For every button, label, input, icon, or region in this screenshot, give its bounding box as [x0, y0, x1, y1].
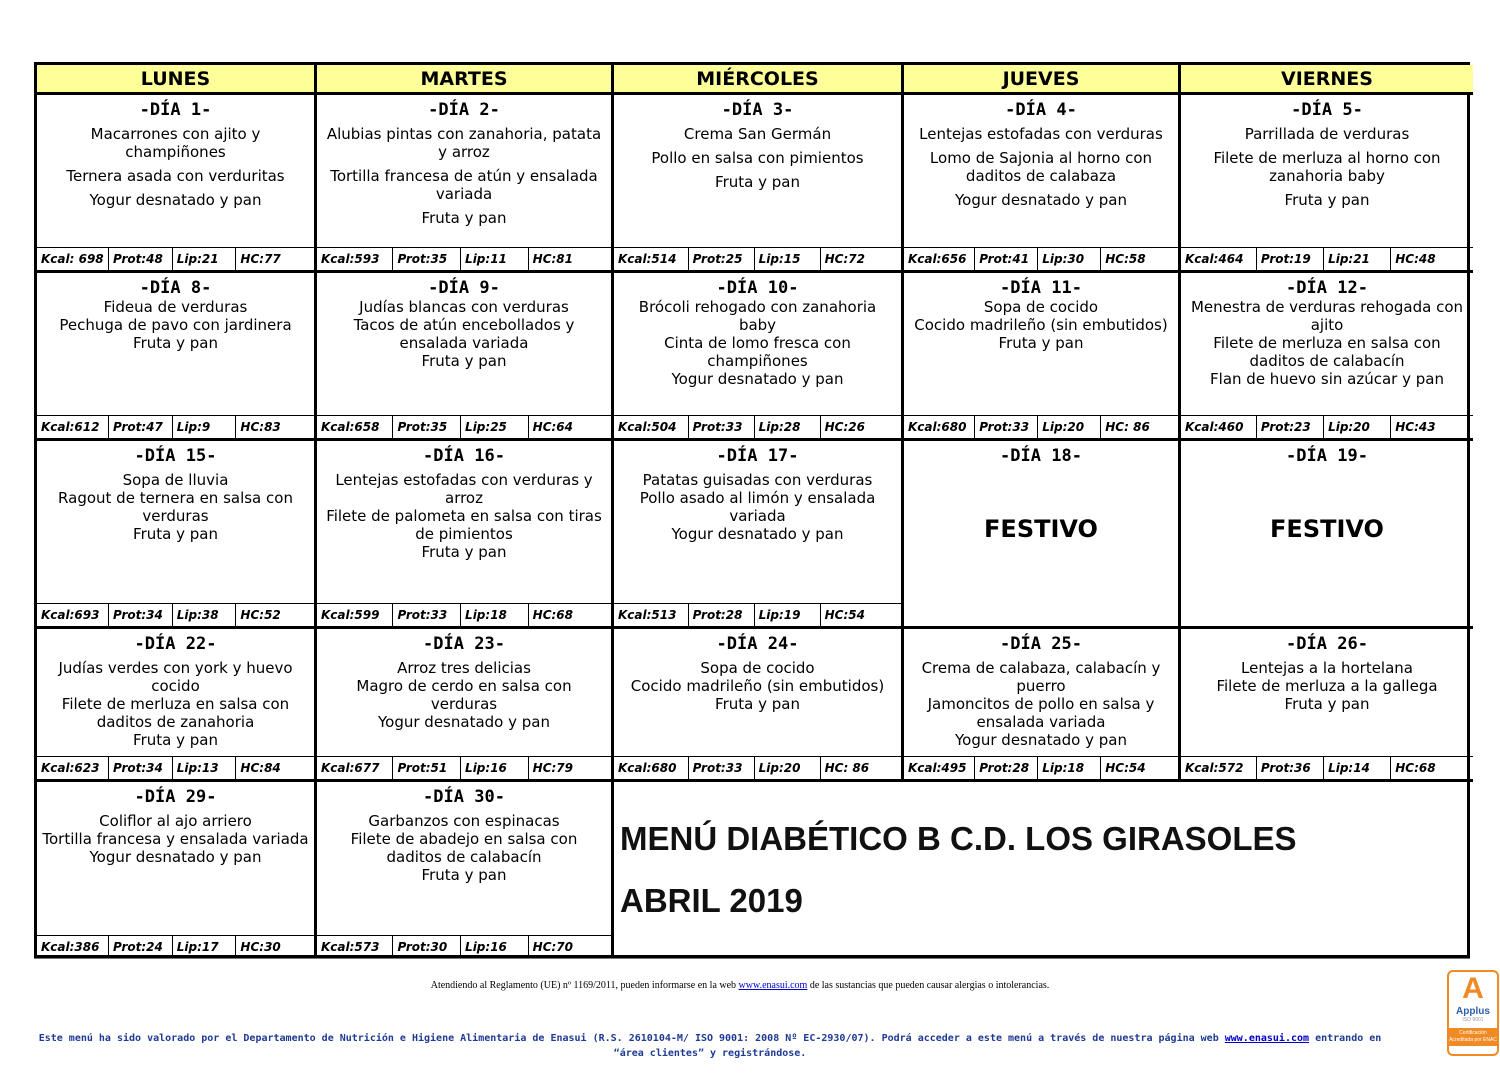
- day-title: -DÍA 24-: [716, 634, 799, 654]
- nutrition-prot: Prot:30: [393, 936, 461, 958]
- nutrition-prot: Prot:35: [393, 416, 461, 438]
- dish: Fruta y pan: [421, 866, 507, 884]
- nutrition-row: [1181, 415, 1473, 438]
- day-cell: [614, 95, 904, 273]
- day-cell-body: [904, 441, 1178, 471]
- nutrition-lip: Lip:21: [173, 248, 237, 270]
- festivo-label: FESTIVO: [1270, 514, 1384, 543]
- nutrition-hc: HC:26: [824, 420, 865, 434]
- nutrition-lip: Lip:20: [755, 757, 821, 779]
- footer-text: Este menú ha sido valorado por el Departamento de Nutrición e Higiene Alimentaria de Enasui (R.S. 2610104-M/ ISO 9001: 2008 Nº EC-2930/07). Podrá acceder a este menú a través de nuestra página web: [38, 1033, 1225, 1044]
- nutrition-prot: Prot:28: [975, 757, 1038, 779]
- nutrition-lip: Lip:28: [755, 416, 821, 438]
- nutrition-kcal: Kcal:513: [614, 604, 689, 626]
- nutrition-prot: Prot:23: [1257, 416, 1324, 438]
- dish: Cocido madrileño (sin embutidos): [630, 677, 885, 695]
- nutrition-row: [614, 415, 901, 438]
- nutrition-hc: HC:84: [240, 761, 281, 775]
- day-cell-body: [37, 273, 314, 415]
- day-cell-body: [37, 441, 314, 603]
- day-cell-body: [614, 629, 901, 756]
- dish: Menestra de verduras rehogada con ajito: [1190, 298, 1464, 334]
- nutrition-kcal: Kcal:680: [904, 416, 975, 438]
- allergen-notice-text: Atendiendo al Reglamento (UE) nº 1169/2011, pueden informarse en la web: [430, 980, 739, 991]
- dish: Sopa de cocido: [983, 298, 1099, 316]
- nutrition-prot: Prot:34: [109, 604, 173, 626]
- dish: Fruta y pan: [421, 543, 507, 561]
- badge-brand: Applus: [1456, 1006, 1490, 1017]
- dish: Crema San Germán: [683, 125, 832, 143]
- day-cell: [1181, 441, 1473, 629]
- day-cell-body: [1181, 629, 1473, 756]
- dish: Ragout de ternera en salsa con verduras: [58, 489, 293, 525]
- dish: Fruta y pan: [133, 334, 218, 352]
- day-cell-body: [614, 95, 901, 247]
- day-cell: [317, 441, 614, 629]
- day-title: -DÍA 15-: [134, 446, 217, 466]
- day-cell: [317, 95, 614, 273]
- nutrition-prot: Prot:41: [975, 248, 1038, 270]
- nutrition-lip: Lip:38: [173, 604, 237, 626]
- day-title: -DÍA 2-: [428, 100, 500, 120]
- nutrition-row: [37, 415, 314, 438]
- nutrition-hc: HC:58: [1105, 252, 1146, 266]
- nutrition-hc: HC:64: [532, 420, 574, 434]
- dish: Filete de palometa en salsa con tiras de pimientos: [326, 507, 602, 543]
- nutrition-row: [614, 756, 901, 779]
- nutrition-prot: Prot:48: [109, 248, 173, 270]
- nutrition-lip: Lip:17: [173, 936, 237, 958]
- day-cell: [37, 95, 317, 273]
- nutrition-hc: HC:77: [240, 252, 281, 266]
- dish: Cocido madrileño (sin embutidos): [914, 316, 1168, 334]
- nutrition-lip: Lip:9: [173, 416, 237, 438]
- dish: Pollo asado al limón y ensalada variada: [639, 489, 876, 525]
- nutrition-row: [37, 603, 314, 626]
- festivo-label: FESTIVO: [984, 514, 1098, 543]
- day-title: -DÍA 30-: [423, 787, 505, 807]
- dish: Filete de merluza en salsa con daditos de zanahoria: [61, 695, 290, 731]
- dish: Macarrones con ajito y champiñones: [90, 125, 261, 161]
- nutrition-prot: Prot:47: [109, 416, 173, 438]
- dish: Judías blancas con verduras: [359, 298, 569, 316]
- footer-tail: entrando en “área clientes” y registrándose.: [613, 1033, 1382, 1059]
- day-cell-body: [317, 782, 611, 935]
- dish: Tortilla francesa y ensalada variada: [42, 830, 309, 848]
- dish: Fruta y pan: [998, 334, 1084, 352]
- day-cell-body: [904, 273, 1178, 415]
- nutrition-row: [37, 756, 314, 779]
- nutrition-row: [37, 247, 314, 270]
- day-title: -DÍA 22-: [134, 634, 217, 654]
- nutrition-kcal: Kcal: 698: [37, 248, 109, 270]
- dish: Garbanzos con espinacas: [368, 812, 560, 830]
- nutrition-hc: HC:43: [1395, 420, 1436, 434]
- nutrition-hc: HC:68: [532, 608, 574, 622]
- nutrition-kcal: Kcal:504: [614, 416, 689, 438]
- nutrition-row: [317, 756, 611, 779]
- nutrition-kcal: Kcal:495: [904, 757, 975, 779]
- day-cell-body: [37, 95, 314, 247]
- day-title: -DÍA 29-: [134, 787, 217, 807]
- nutrition-hc: HC:54: [1105, 761, 1146, 775]
- dish: Patatas guisadas con verduras: [642, 471, 873, 489]
- day-cell-body: [1181, 95, 1473, 247]
- applus-certification-badge: [1447, 970, 1499, 1056]
- nutrition-row: [904, 756, 1178, 779]
- day-title: -DÍA 3-: [721, 100, 794, 120]
- nutrition-hc: HC:72: [824, 252, 865, 266]
- nutrition-lip: Lip:16: [461, 757, 529, 779]
- badge-standard: ISO 9001: [1462, 1017, 1484, 1023]
- nutrition-kcal: Kcal:623: [37, 757, 109, 779]
- nutrition-kcal: Kcal:656: [904, 248, 975, 270]
- dish: Fruta y pan: [1284, 191, 1370, 209]
- nutrition-hc: HC:83: [240, 420, 281, 434]
- nutrition-row: [904, 247, 1178, 270]
- nutrition-row: [614, 603, 901, 626]
- nutrition-prot: Prot:34: [109, 757, 173, 779]
- dish: Flan de huevo sin azúcar y pan: [1210, 370, 1444, 388]
- nutrition-lip: Lip:21: [1324, 248, 1391, 270]
- nutrition-hc: HC:30: [240, 940, 281, 954]
- nutrition-hc: HC: 86: [1105, 420, 1150, 434]
- dish: Tortilla francesa de atún y ensalada variada: [330, 167, 598, 203]
- dish: Cinta de lomo fresca con champiñones: [664, 334, 851, 370]
- day-cell-body: [614, 273, 901, 415]
- menu-title-line1: MENÚ DIABÉTICO B C.D. LOS GIRASOLES: [620, 820, 1297, 857]
- day-title: -DÍA 19-: [1286, 446, 1368, 466]
- nutrition-hc: HC: 86: [824, 761, 870, 775]
- allergen-notice-tail: de las sustancias que pueden causar alergias o intolerancias.: [807, 980, 1050, 991]
- day-cell-body: [317, 95, 611, 247]
- nutrition-kcal: Kcal:514: [614, 248, 689, 270]
- nutrition-row: [37, 935, 314, 958]
- dish: Yogur desnatado y pan: [89, 191, 262, 209]
- nutrition-row: [317, 247, 611, 270]
- nutrition-row: [614, 247, 901, 270]
- dish: Filete de merluza al horno con zanahoria baby: [1213, 149, 1441, 185]
- day-cell: [1181, 629, 1473, 782]
- day-title: -DÍA 12-: [1286, 278, 1368, 298]
- nutrition-prot: Prot:35: [393, 248, 461, 270]
- day-title: -DÍA 17-: [716, 446, 799, 466]
- dish: Fruta y pan: [715, 695, 800, 713]
- nutrition-lip: Lip:15: [755, 248, 821, 270]
- nutrition-hc: HC:79: [532, 761, 574, 775]
- day-cell-body: [37, 782, 314, 935]
- nutrition-kcal: Kcal:693: [37, 604, 109, 626]
- nutrition-hc: HC:70: [532, 940, 574, 954]
- day-cell: [904, 95, 1181, 273]
- day-title: -DÍA 26-: [1286, 634, 1368, 654]
- nutrition-lip: Lip:11: [461, 248, 529, 270]
- dish: Jamoncitos de pollo en salsa y ensalada variada: [927, 695, 1155, 731]
- day-title: -DÍA 9-: [428, 278, 500, 298]
- dish: Fideua de verduras: [103, 298, 248, 316]
- day-cell: [1181, 273, 1473, 441]
- nutrition-prot: Prot:24: [109, 936, 173, 958]
- dish: Fruta y pan: [133, 731, 218, 749]
- nutrition-prot: Prot:25: [689, 248, 755, 270]
- dish: Filete de merluza en salsa con daditos de calabacín: [1213, 334, 1441, 370]
- dish: Ternera asada con verduritas: [66, 167, 285, 185]
- nutrition-kcal: Kcal:658: [317, 416, 393, 438]
- nutrition-lip: Lip:18: [1038, 757, 1101, 779]
- day-cell: [904, 273, 1181, 441]
- day-cell: [614, 629, 904, 782]
- header-viernes: VIERNES: [1181, 65, 1473, 95]
- day-cell-body: [614, 441, 901, 603]
- dish: Fruta y pan: [133, 525, 218, 543]
- nutrition-lip: Lip:13: [173, 757, 237, 779]
- nutrition-kcal: Kcal:677: [317, 757, 393, 779]
- dish: Lentejas estofadas con verduras y arroz: [335, 471, 593, 507]
- nutrition-kcal: Kcal:599: [317, 604, 393, 626]
- header-lunes: LUNES: [37, 65, 317, 95]
- nutrition-prot: Prot:33: [689, 757, 755, 779]
- nutrition-prot: Prot:36: [1257, 757, 1324, 779]
- day-cell: [317, 629, 614, 782]
- day-cell: [904, 629, 1181, 782]
- day-cell: [614, 273, 904, 441]
- day-title: -DÍA 11-: [1000, 278, 1082, 298]
- allergen-notice-link[interactable]: www.enasui.com: [738, 980, 808, 991]
- nutrition-lip: Lip:20: [1038, 416, 1101, 438]
- dish: Yogur desnatado y pan: [89, 848, 262, 866]
- dish: Pechuga de pavo con jardinera: [59, 316, 292, 334]
- valuation-footer: [30, 1031, 1390, 1061]
- nutrition-prot: Prot:33: [689, 416, 755, 438]
- day-title: -DÍA 1-: [139, 100, 212, 120]
- dish: Lentejas a la hortelana: [1241, 659, 1413, 677]
- day-cell-body: [317, 273, 611, 415]
- day-cell: [37, 441, 317, 629]
- nutrition-kcal: Kcal:460: [1181, 416, 1257, 438]
- nutrition-lip: Lip:20: [1324, 416, 1391, 438]
- nutrition-kcal: Kcal:386: [37, 936, 109, 958]
- nutrition-hc: HC:48: [1395, 252, 1436, 266]
- day-cell: [614, 441, 904, 629]
- dish: Coliflor al ajo arriero: [99, 812, 252, 830]
- dish: Tacos de atún encebollados y ensalada variada: [353, 316, 575, 352]
- nutrition-row: [317, 603, 611, 626]
- day-title: -DÍA 16-: [423, 446, 505, 466]
- day-title: -DÍA 18-: [1000, 446, 1082, 466]
- dish: Arroz tres delicias: [397, 659, 531, 677]
- dish: Parrillada de verduras: [1244, 125, 1410, 143]
- day-cell-body: [904, 95, 1178, 247]
- nutrition-kcal: Kcal:680: [614, 757, 689, 779]
- day-cell-body: [37, 629, 314, 756]
- dish: Magro de cerdo en salsa con verduras: [356, 677, 572, 713]
- dish: Sopa de lluvia: [122, 471, 229, 489]
- day-cell: [1181, 95, 1473, 273]
- day-cell-body: [317, 441, 611, 603]
- badge-accreditation: Certificación Acreditada por ENAC: [1449, 1028, 1497, 1046]
- day-title: -DÍA 25-: [1000, 634, 1082, 654]
- nutrition-prot: Prot:33: [393, 604, 461, 626]
- dish: Brócoli rehogado con zanahoria baby: [638, 298, 877, 334]
- dish: Pollo en salsa con pimientos: [651, 149, 864, 167]
- day-title: -DÍA 5-: [1291, 100, 1363, 120]
- bottom-rule: [34, 958, 1470, 959]
- nutrition-row: [1181, 756, 1473, 779]
- dish: Judías verdes con york y huevo cocido: [58, 659, 293, 695]
- nutrition-kcal: Kcal:612: [37, 416, 109, 438]
- day-cell-body: [904, 629, 1178, 756]
- nutrition-prot: Prot:19: [1257, 248, 1324, 270]
- nutrition-hc: HC:81: [532, 252, 574, 266]
- dish: Lentejas estofadas con verduras: [919, 125, 1163, 143]
- nutrition-prot: Prot:28: [689, 604, 755, 626]
- dish: Yogur desnatado y pan: [671, 525, 844, 543]
- day-cell: [37, 629, 317, 782]
- nutrition-kcal: Kcal:593: [317, 248, 393, 270]
- menu-table: [34, 62, 1470, 958]
- day-cell: [317, 273, 614, 441]
- dish: Fruta y pan: [1284, 695, 1370, 713]
- nutrition-hc: HC:54: [824, 608, 865, 622]
- dish: Alubias pintas con zanahoria, patata y arroz: [326, 125, 602, 161]
- day-cell-body: [1181, 273, 1473, 415]
- nutrition-lip: Lip:16: [461, 936, 529, 958]
- dish: Fruta y pan: [715, 173, 800, 191]
- nutrition-row: [317, 935, 611, 958]
- nutrition-hc: HC:68: [1395, 761, 1436, 775]
- nutrition-prot: Prot:33: [975, 416, 1038, 438]
- nutrition-lip: Lip:25: [461, 416, 529, 438]
- day-title: -DÍA 10-: [716, 278, 799, 298]
- footer-link[interactable]: www.enasui.com: [1224, 1033, 1310, 1044]
- nutrition-lip: Lip:18: [461, 604, 529, 626]
- dish: Yogur desnatado y pan: [378, 713, 550, 731]
- dish: Yogur desnatado y pan: [955, 191, 1127, 209]
- day-cell: [37, 782, 317, 958]
- nutrition-lip: Lip:19: [755, 604, 821, 626]
- nutrition-row: [904, 415, 1178, 438]
- dish: Fruta y pan: [421, 209, 507, 227]
- menu-title-box: [614, 782, 1473, 958]
- applus-logo-icon: A: [1462, 972, 1484, 1005]
- menu-title-line2: ABRIL 2019: [620, 882, 803, 919]
- dish: Sopa de cocido: [700, 659, 815, 677]
- dish: Crema de calabaza, calabacín y puerro: [921, 659, 1161, 695]
- dish: Yogur desnatado y pan: [955, 731, 1127, 749]
- nutrition-row: [1181, 247, 1473, 270]
- nutrition-row: [317, 415, 611, 438]
- nutrition-kcal: Kcal:573: [317, 936, 393, 958]
- nutrition-lip: Lip:30: [1038, 248, 1101, 270]
- day-title: -DÍA 23-: [423, 634, 505, 654]
- header-miercoles: MIÉRCOLES: [614, 65, 904, 95]
- day-cell: [37, 273, 317, 441]
- nutrition-kcal: Kcal:572: [1181, 757, 1257, 779]
- header-martes: MARTES: [317, 65, 614, 95]
- day-cell-body: [1181, 441, 1473, 471]
- allergen-notice: [0, 980, 1480, 991]
- dish: Filete de abadejo en salsa con daditos de calabacín: [350, 830, 578, 866]
- day-cell-body: [317, 629, 611, 756]
- dish: Yogur desnatado y pan: [671, 370, 844, 388]
- nutrition-prot: Prot:51: [393, 757, 461, 779]
- day-cell: [904, 441, 1181, 629]
- nutrition-hc: HC:52: [240, 608, 281, 622]
- nutrition-kcal: Kcal:464: [1181, 248, 1257, 270]
- dish: Lomo de Sajonia al horno con daditos de calabaza: [929, 149, 1153, 185]
- day-title: -DÍA 4-: [1005, 100, 1077, 120]
- dish: Filete de merluza a la gallega: [1216, 677, 1438, 695]
- nutrition-lip: Lip:14: [1324, 757, 1391, 779]
- dish: Fruta y pan: [421, 352, 507, 370]
- day-title: -DÍA 8-: [139, 278, 212, 298]
- day-cell: [317, 782, 614, 958]
- header-jueves: JUEVES: [904, 65, 1181, 95]
